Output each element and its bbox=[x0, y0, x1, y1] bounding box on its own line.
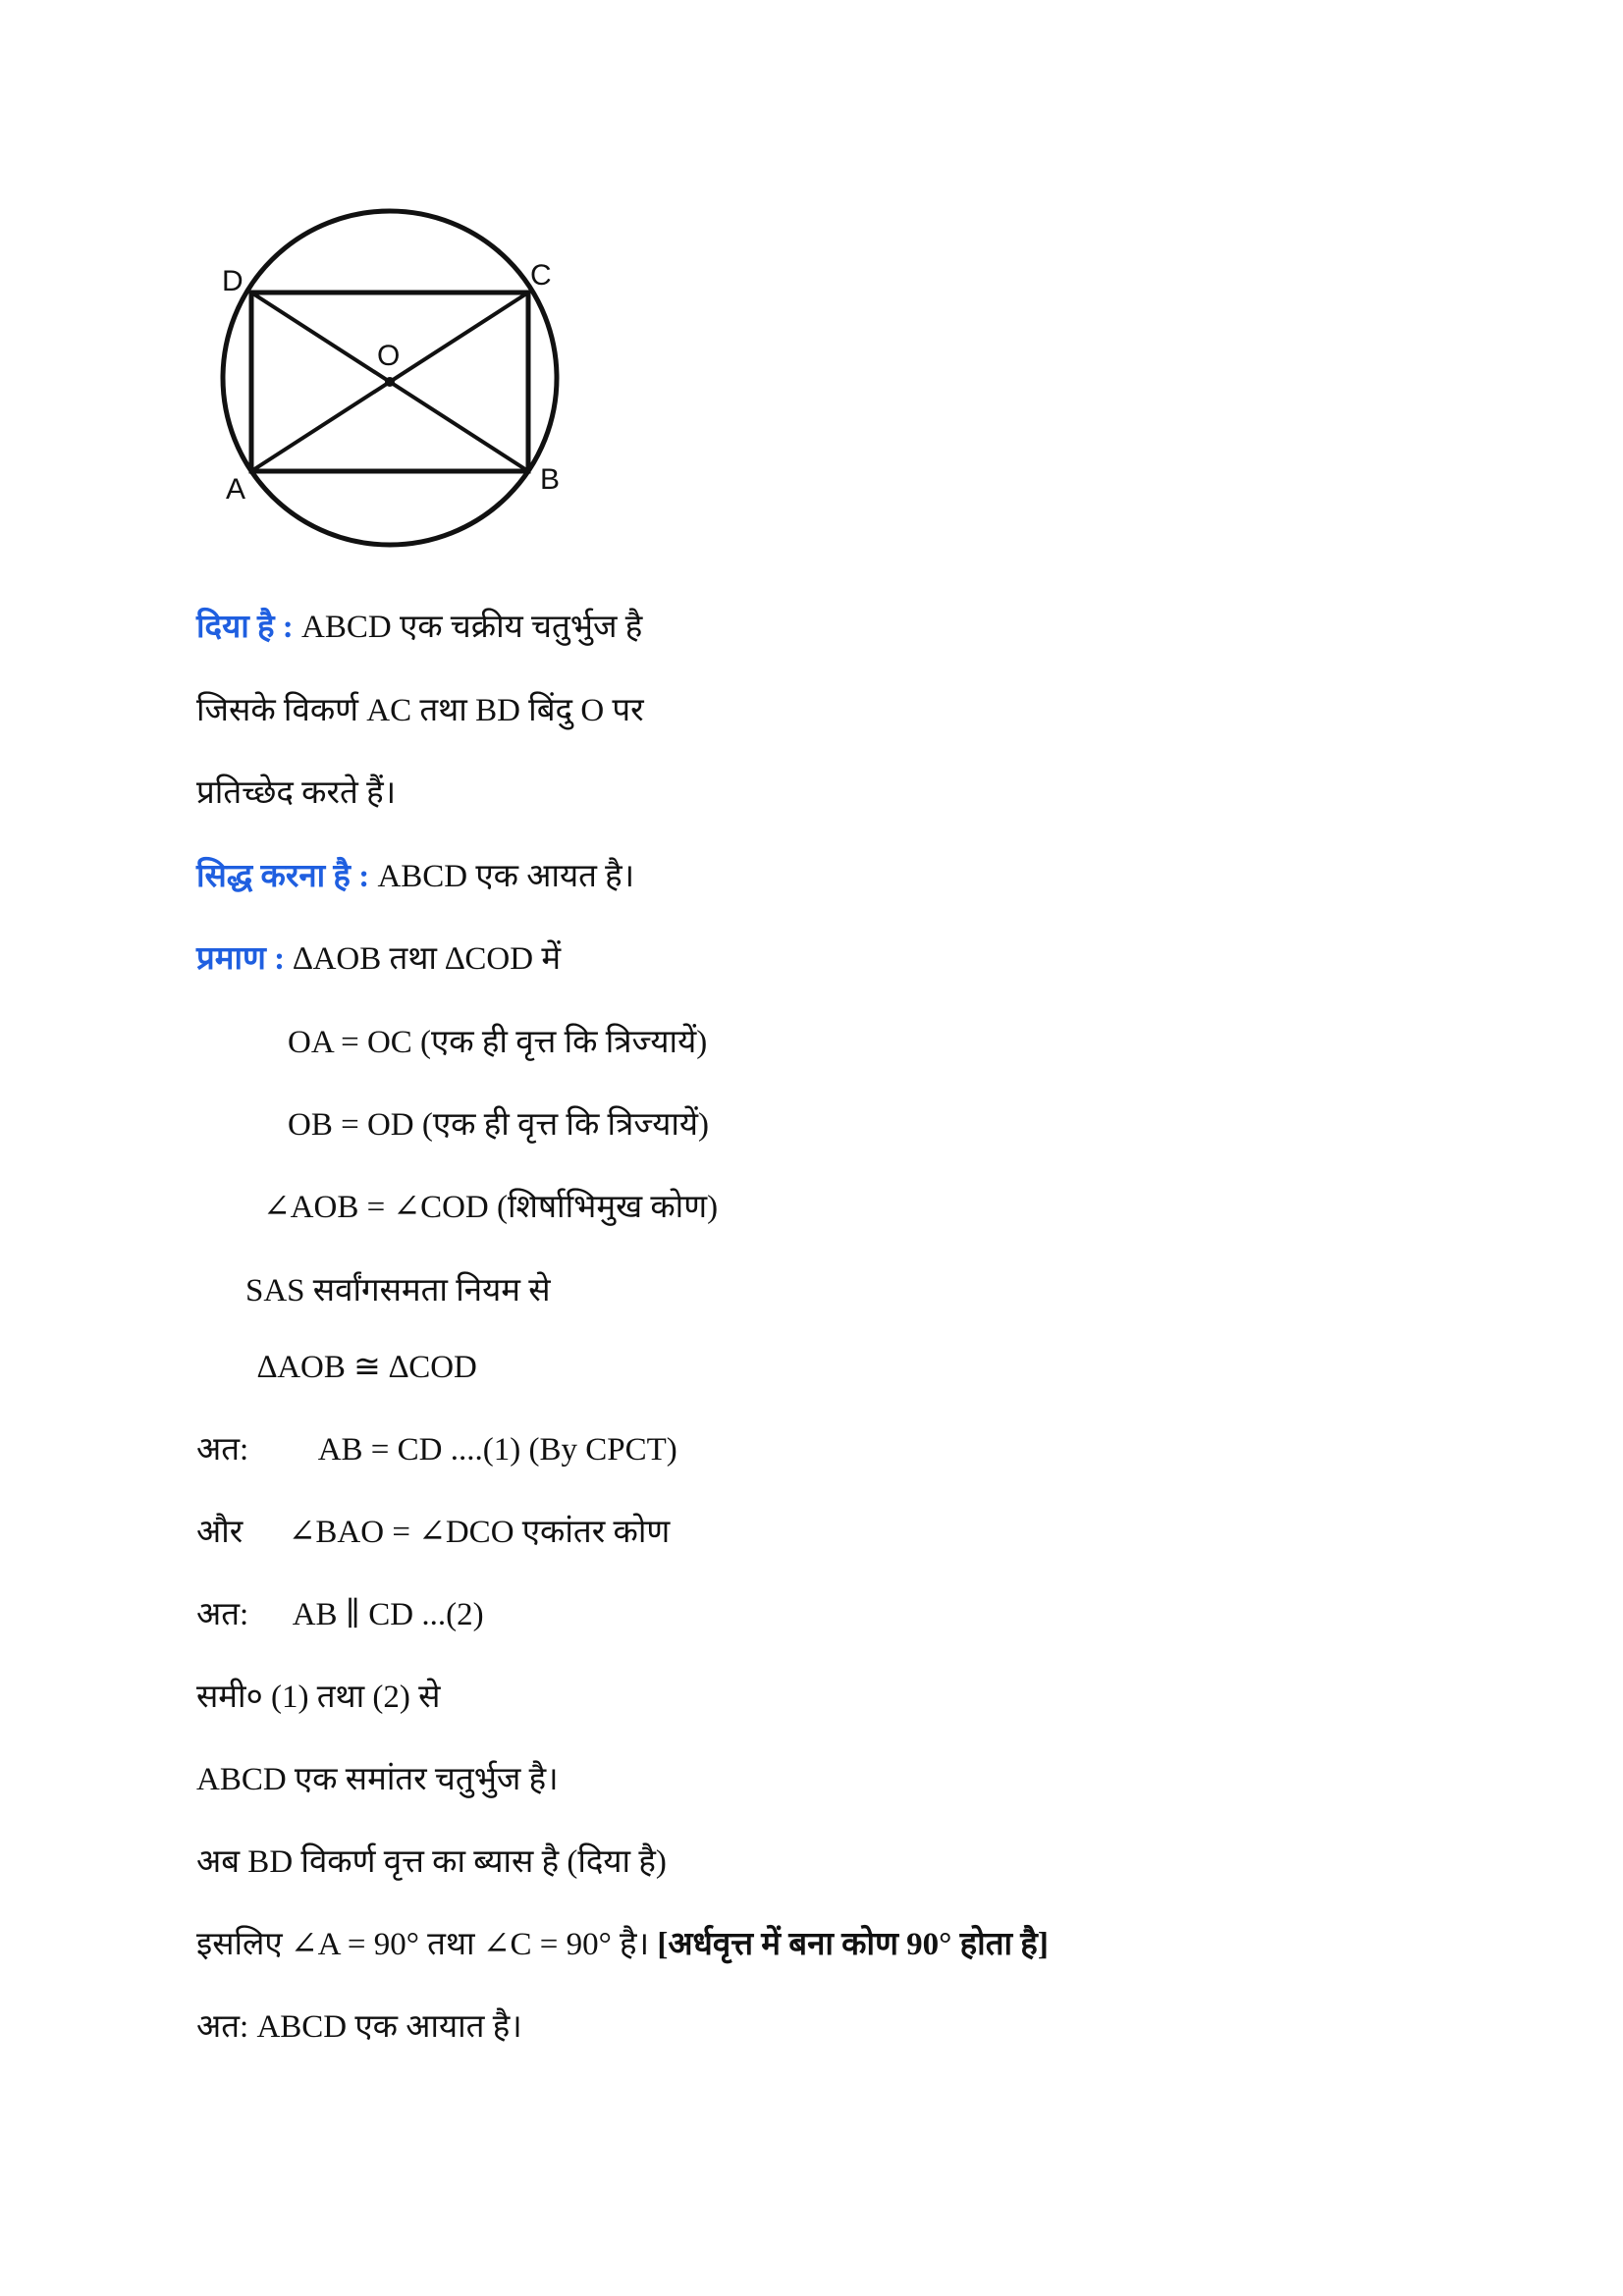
step-12-reason: [अर्धवृत्त में बना कोण 90° होता है] bbox=[657, 1927, 1049, 1962]
given-text: ABCD एक चक्रीय चतुर्भुज है bbox=[301, 610, 643, 645]
proof-step-2: OB = OD (एक ही वृत्त कि त्रिज्यायें) bbox=[288, 1107, 710, 1143]
to-prove-text: ABCD एक आयत है। bbox=[377, 859, 635, 894]
proof-step-9: समी० (1) तथा (2) से bbox=[196, 1680, 441, 1715]
label-b: B bbox=[540, 463, 561, 496]
proof-text: ∆AOB तथा ∆COD में bbox=[293, 941, 562, 977]
step-6-text: AB = CD ....(1) (By CPCT) bbox=[317, 1432, 677, 1468]
step-7-text: ∠BAO = ∠DCO एकांतर कोण bbox=[288, 1515, 671, 1550]
to-prove-line bbox=[196, 855, 634, 898]
proof-label: प्रमाण : bbox=[196, 941, 286, 977]
text-line-3: प्रतिच्छेद करते हैं। bbox=[196, 775, 397, 811]
figure-svg bbox=[196, 187, 589, 560]
proof-step-6 bbox=[196, 1428, 677, 1471]
proof-conclusion: अत: ABCD एक आयात है। bbox=[196, 2009, 522, 2045]
text-line-2: जिसके विकर्ण AC तथा BD बिंदु O पर bbox=[196, 693, 644, 728]
step-8-prefix: अत: bbox=[196, 1597, 249, 1632]
proof-step-11: अब BD विकर्ण वृत्त का ब्यास है (दिया है) bbox=[196, 1844, 667, 1880]
proof-step-4: SAS सर्वांगसमता नियम से bbox=[245, 1273, 551, 1308]
given-label: दिया है : bbox=[196, 610, 294, 645]
proof-step-7 bbox=[196, 1511, 670, 1554]
step-7-prefix: और bbox=[196, 1515, 243, 1550]
proof-step-5: ∆AOB ≅ ∆COD bbox=[257, 1350, 477, 1385]
proof-step-3: ∠AOB = ∠COD (शिर्षाभिमुख कोण) bbox=[263, 1190, 719, 1225]
label-d: D bbox=[222, 265, 243, 297]
proof-step-1: OA = OC (एक ही वृत्त कि त्रिज्यायें) bbox=[288, 1025, 708, 1060]
center-point bbox=[385, 377, 395, 387]
step-12-text: इसलिए ∠A = 90° तथा ∠C = 90° है। bbox=[196, 1927, 650, 1962]
label-a: A bbox=[226, 473, 246, 506]
step-8-text: AB ∥ CD ...(2) bbox=[292, 1597, 484, 1632]
label-o: O bbox=[377, 340, 401, 372]
proof-line bbox=[196, 937, 561, 981]
given-line bbox=[196, 606, 642, 649]
proof-step-12 bbox=[196, 1923, 1049, 1966]
cyclic-quadrilateral-figure bbox=[196, 187, 589, 560]
to-prove-label: सिद्ध करना है : bbox=[196, 859, 370, 894]
label-c: C bbox=[530, 259, 552, 292]
proof-step-10: ABCD एक समांतर चतुर्भुज है। bbox=[196, 1762, 559, 1797]
proof-step-8 bbox=[196, 1593, 484, 1636]
step-6-prefix: अत: bbox=[196, 1432, 249, 1468]
